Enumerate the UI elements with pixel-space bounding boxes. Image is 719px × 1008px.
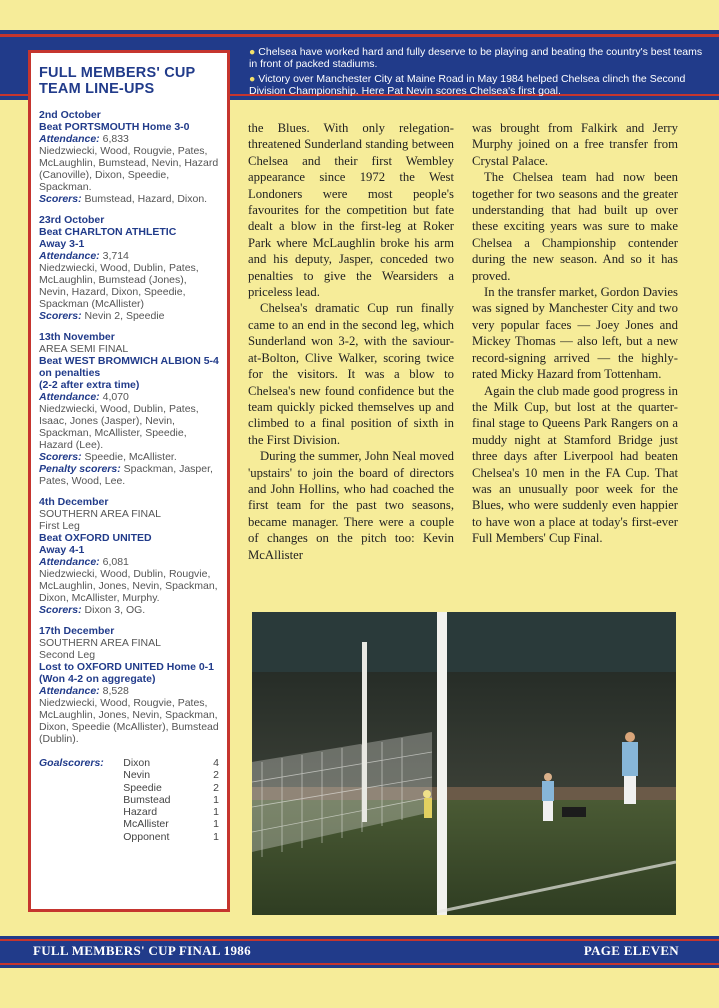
caption-1: ● Chelsea have worked hard and fully deserve to be playing and beating the country's best teams in front of packed stadiums. <box>249 46 703 70</box>
match-result-detail: (2-2 after extra time) <box>39 379 140 391</box>
goalscorer-name: Hazard <box>123 806 158 819</box>
attendance: 6,081 <box>102 556 129 568</box>
goal-count: 1 <box>213 818 219 831</box>
match-date: 4th December <box>39 496 109 508</box>
goalscorer-name: Bumstead <box>123 793 171 806</box>
attendance: 8,528 <box>102 685 129 697</box>
match-stage: SOUTHERN AREA FINAL <box>39 637 161 649</box>
footer-title: FULL MEMBERS' CUP FINAL 1986 <box>33 943 251 958</box>
penalty-scorers: Spackman, Jasper, Pates, Wood, Lee. <box>39 463 213 487</box>
lineup: Niedzwiecki, Wood, Dublin, Pates, Isaac, Jones (Jasper), Nevin, Spackman, McAllister, Speedie, Hazard (Lee). <box>39 403 199 451</box>
attendance: 6,833 <box>102 133 129 145</box>
match-leg: First Leg <box>39 520 80 532</box>
scorers: Nevin 2, Speedie <box>84 310 165 322</box>
match-3: 13th November AREA SEMI FINAL Beat WEST BROMWICH ALBION 5-4 on penalties (2-2 after extra time) Attendance: 4,070 Niedzwiecki, Wood, Dublin, Pates, Isaac, Jones (Jasper), Nevin, Spackman, McAllister, Speedie, Hazard (Lee). Scorers: Speedie, McAllister. Penalty scorers: Spackman, Jasper, Pates, Wood, Lee. <box>39 331 219 487</box>
article-paragraph: Chelsea's dramatic Cup run finally came to an end in the second leg, which Sunderland won 3-2, with the saviour-at-Bolton, Clive Walker, scoring twice for the visitors. It was a blow to Chelsea's new found confidence but the team quickly picked themselves up and climbed to a final position of sixth in the First Division. <box>248 301 454 447</box>
article-column-2 <box>472 120 678 547</box>
goal-count: 2 <box>213 769 219 782</box>
match-result: Beat PORTSMOUTH Home 3-0 <box>39 121 190 133</box>
match-result-detail: (Won 4-2 on aggregate) <box>39 673 156 685</box>
match-leg: Second Leg <box>39 649 96 661</box>
match-result: Beat OXFORD UNITED <box>39 532 152 544</box>
scorers: Bumstead, Hazard, Dixon. <box>84 193 208 205</box>
article-paragraph: the Blues. With only relegation-threatened Sunderland standing between Chelsea and their first Wembley appearance since 1972 the West Londoners were most people's favourites for the competition but fate dealt a blow in the first-leg at Roker Park where McLaughlin broke his arm and his deputy, Jasper, conceded two penalties to give the Wearsiders a priceless lead. <box>248 121 454 300</box>
match-date: 17th December <box>39 625 115 637</box>
football-goal-photo <box>252 612 676 915</box>
goalscorers-table <box>39 757 219 843</box>
scorers: Dixon 3, OG. <box>84 604 146 616</box>
goal-count: 2 <box>213 781 219 794</box>
match-4: 4th December SOUTHERN AREA FINAL First Leg Beat OXFORD UNITED Away 4-1 Attendance: 6,081 Niedzwiecki, Wood, Dublin, Rougvie, McLaughlin, Jones, Nevin, Spackman, Dixon, McAllister, Murphy. Scorers: Dixon 3, OG. <box>39 496 218 616</box>
article-paragraph: was brought from Falkirk and Jerry Murphy joined on a free transfer from Crystal Palace. <box>472 121 678 168</box>
match-result: Beat CHARLTON ATHLETIC <box>39 226 177 238</box>
match-date: 23rd October <box>39 214 105 226</box>
goal-count: 4 <box>213 757 219 769</box>
match-1: 2nd October Beat PORTSMOUTH Home 3-0 Attendance: 6,833 Niedzwiecki, Wood, Rougvie, Pates, McLaughlin, Bumstead, Nevin, Hazard (Canoville), Dixon, Speedie, Spackman. Scorers: Bumstead, Hazard, Dixon. <box>39 109 219 205</box>
goal-count: 1 <box>213 793 219 806</box>
article-paragraph: During the summer, John Neal moved 'upstairs' to join the board of directors and John Hollins, who had coached the first team for the past two seasons, became manager. There were a couple of changes on the pitch too: Kevin McAllister <box>248 449 454 562</box>
goalscorer-name: McAllister <box>123 818 169 831</box>
footer-stripe-bottom <box>0 963 719 965</box>
lineups-sidebar <box>28 50 230 912</box>
lineup: Niedzwiecki, Wood, Dublin, Rougvie, McLaughlin, Jones, Nevin, Spackman, Dixon, McAllister, Murphy. <box>39 568 218 604</box>
page-number: PAGE ELEVEN <box>583 943 679 958</box>
footer-stripe <box>0 939 719 941</box>
goalscorer-name: Dixon <box>123 757 151 769</box>
article-column-1 <box>248 120 454 563</box>
bullet-icon: ● <box>249 73 259 85</box>
article-paragraph: The Chelsea team had now been together for two seasons and the greater understanding that had built up over these exciting years was sure to make Chelsea a Championship contender during the new season. And so it has proved. <box>472 170 678 283</box>
goalscorer-names <box>123 757 200 843</box>
match-result-detail: Away 4-1 <box>39 544 85 556</box>
goalscorer-name: Opponent <box>123 830 170 843</box>
sidebar-title: FULL MEMBERS' CUP TEAM LINE-UPS <box>39 65 196 97</box>
lineup: Niedzwiecki, Wood, Rougvie, Pates, McLaughlin, Bumstead, Nevin, Hazard (Canoville), Dixon, Speedie, Spackman. <box>39 145 219 193</box>
goalscorer-goals <box>200 757 219 843</box>
lineup: Niedzwiecki, Wood, Dublin, Pates, McLaughlin, Bumstead (Jones), Nevin, Hazard, Dixon, Speedie, Spackman (McAllister) <box>39 262 199 310</box>
match-result-detail: Away 3-1 <box>39 238 85 250</box>
attendance: 3,714 <box>102 250 129 262</box>
lineup: Niedzwiecki, Wood, Rougvie, Pates, McLaughlin, Jones, Nevin, Spackman, Dixon, Speedie (McAllister), Bumstead (Dublin). <box>39 697 219 745</box>
match-date: 13th November <box>39 331 115 343</box>
top-banner-stripe <box>0 34 719 37</box>
bullet-icon: ● <box>249 46 259 58</box>
article-paragraph: Again the club made good progress in the Milk Cup, but lost at the quarter-final stage to Queens Park Rangers on a muddy night at Stamford Bridge just three days after Liverpool had beaten Chelsea's 10 men in the FA Cup. That was an unusually poor week for the Blues, who were suddenly even happier to have won a place at today's first-ever Full Members' Cup Final. <box>472 383 678 546</box>
match-result: Beat WEST BROMWICH ALBION 5-4 on penalties <box>39 355 219 379</box>
goal-count: 1 <box>213 830 219 843</box>
attendance: 4,070 <box>102 391 129 403</box>
match-2: 23rd October Beat CHARLTON ATHLETIC Away 3-1 Attendance: 3,714 Niedzwiecki, Wood, Dublin, Pates, McLaughlin, Bumstead (Jones), Nevin, Hazard, Dixon, Speedie, Spackman (McAllister) Scorers: Nevin 2, Speedie <box>39 214 219 322</box>
goalscorer-name: Nevin <box>123 769 151 782</box>
match-stage: SOUTHERN AREA FINAL <box>39 508 161 520</box>
photo-captions <box>249 46 709 100</box>
match-5: 17th December SOUTHERN AREA FINAL Second Leg Lost to OXFORD UNITED Home 0-1 (Won 4-2 on aggregate) Attendance: 8,528 Niedzwiecki, Wood, Rougvie, Pates, McLaughlin, Jones, Nevin, Spackman, Dixon, Speedie (McAllister), Bumstead (Dublin). <box>39 625 219 745</box>
match-date: 2nd October <box>39 109 101 121</box>
article-paragraph: In the transfer market, Gordon Davies was signed by Manchester City and two very popular faces — Joey Jones and Mickey Thomas — also left, but a new record-signing arrived — the highly-rated Micky Hazard from Tottenham. <box>472 285 678 382</box>
scorers: Speedie, McAllister. <box>84 451 177 463</box>
goalscorer-name: Speedie <box>123 781 162 794</box>
match-stage: AREA SEMI FINAL <box>39 343 129 355</box>
caption-2: ● Victory over Manchester City at Maine Road in May 1984 helped Chelsea clinch the Second Division Championship. Here Pat Nevin scores Chelsea's first goal. <box>249 73 686 97</box>
goalscorers-label: Goalscorers: <box>39 757 104 769</box>
match-result: Lost to OXFORD UNITED Home 0-1 <box>39 661 215 673</box>
match-photo <box>252 612 676 915</box>
goal-count: 1 <box>213 806 219 819</box>
